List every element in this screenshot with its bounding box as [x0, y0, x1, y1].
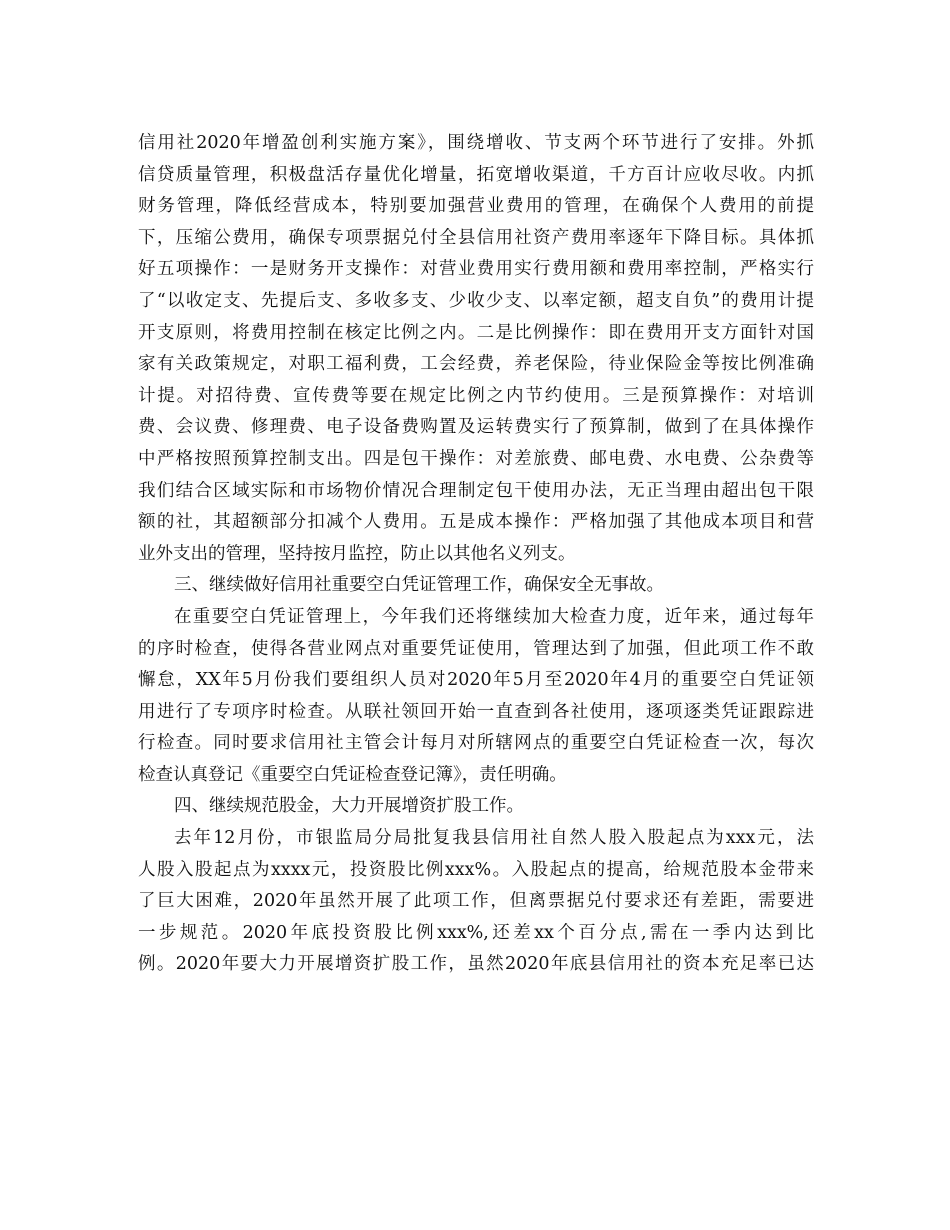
text-line: 了“以收定支、先提后支、多收多支、少收少支、以率定额，超支自负”的费用计提: [138, 290, 814, 311]
text-line: 用进行了专项序时检查。从联社领回开始一直查到各社使用，逐项逐类凭证跟踪进: [138, 701, 814, 722]
text-line: 费、会议费、修理费、电子设备费购置及运转费实行了预算制，做到了在具体操作: [138, 417, 814, 438]
text-line: 人股入股起点为xxxx元，投资股比例xxx%。入股起点的提高，给规范股本金带来: [138, 859, 814, 880]
text-line: 信贷质量管理，积极盘活存量优化增量，拓宽增收渠道，千方百计应收尽收。内抓: [138, 164, 814, 185]
text-line: 额的社，其超额部分扣减个人费用。五是成本操作：严格加强了其他成本项目和营: [138, 512, 814, 533]
text-line: 信用社2020年增盈创利实施方案》，围绕增收、节支两个环节进行了安排。外抓: [138, 133, 814, 153]
paragraph-start-line: 在重要空白凭证管理上，今年我们还将继续加大检查力度，近年来，通过每年: [174, 606, 814, 627]
text-line: 中严格按照预算控制支出。四是包干操作：对差旅费、邮电费、水电费、公杂费等: [138, 448, 814, 469]
section-heading-3: 三、继续做好信用社重要空白凭证管理工作，确保安全无事故。: [174, 575, 664, 596]
text-line: 计提。对招待费、宣传费等要在规定比例之内节约使用。三是预算操作：对培训: [138, 385, 814, 406]
text-line: 了巨大困难，2020年虽然开展了此项工作，但离票据兑付要求还有差距，需要进: [138, 891, 814, 912]
section-heading-4: 四、继续规范股金，大力开展增资扩股工作。: [174, 796, 524, 817]
text-line: 的序时检查，使得各营业网点对重要凭证使用，管理达到了加强，但此项工作不敢: [138, 638, 814, 659]
text-line: 行检查。同时要求信用社主管会计每月对所辖网点的重要空白凭证检查一次，每次: [138, 733, 814, 754]
paragraph-end-line: 检查认真登记《重要空白凭证检查登记簿》，责任明确。: [138, 764, 567, 785]
document-body: [138, 128, 814, 981]
text-line: 家有关政策规定，对职工福利费，工会经费，养老保险，待业保险金等按比例准确: [138, 354, 814, 375]
text-line: 懈怠，XX年5月份我们要组织人员对2020年5月至2020年4月的重要空白凭证领: [138, 670, 814, 691]
text-line: 下，压缩公费用，确保专项票据兑付全县信用社资产费用率逐年下降目标。具体抓: [138, 227, 814, 248]
text-line: 例。2020年要大力开展增资扩股工作，虽然2020年底县信用社的资本充足率已达: [138, 954, 814, 975]
text-line: 好五项操作：一是财务开支操作：对营业费用实行费用额和费用率控制，严格实行: [138, 259, 814, 280]
text-line: 开支原则，将费用控制在核定比例之内。二是比例操作：即在费用开支方面针对国: [138, 322, 814, 343]
paragraph-end-line: 业外支出的管理，坚持按月监控，防止以其他名义列支。: [138, 543, 576, 564]
text-line: 我们结合区域实际和市场物价情况合理制定包干使用办法，无正当理由超出包干限: [138, 480, 814, 501]
paragraph-start-line: 去年12月份，市银监局分局批复我县信用社自然人股入股起点为xxx元，法: [174, 828, 814, 849]
text-line: 财务管理，降低经营成本，特别要加强营业费用的管理，在确保个人费用的前提: [138, 196, 814, 217]
text-line: 一步规范。2020年底投资股比例xxx%,还差xx个百分点,需在一季内达到比: [138, 922, 814, 943]
